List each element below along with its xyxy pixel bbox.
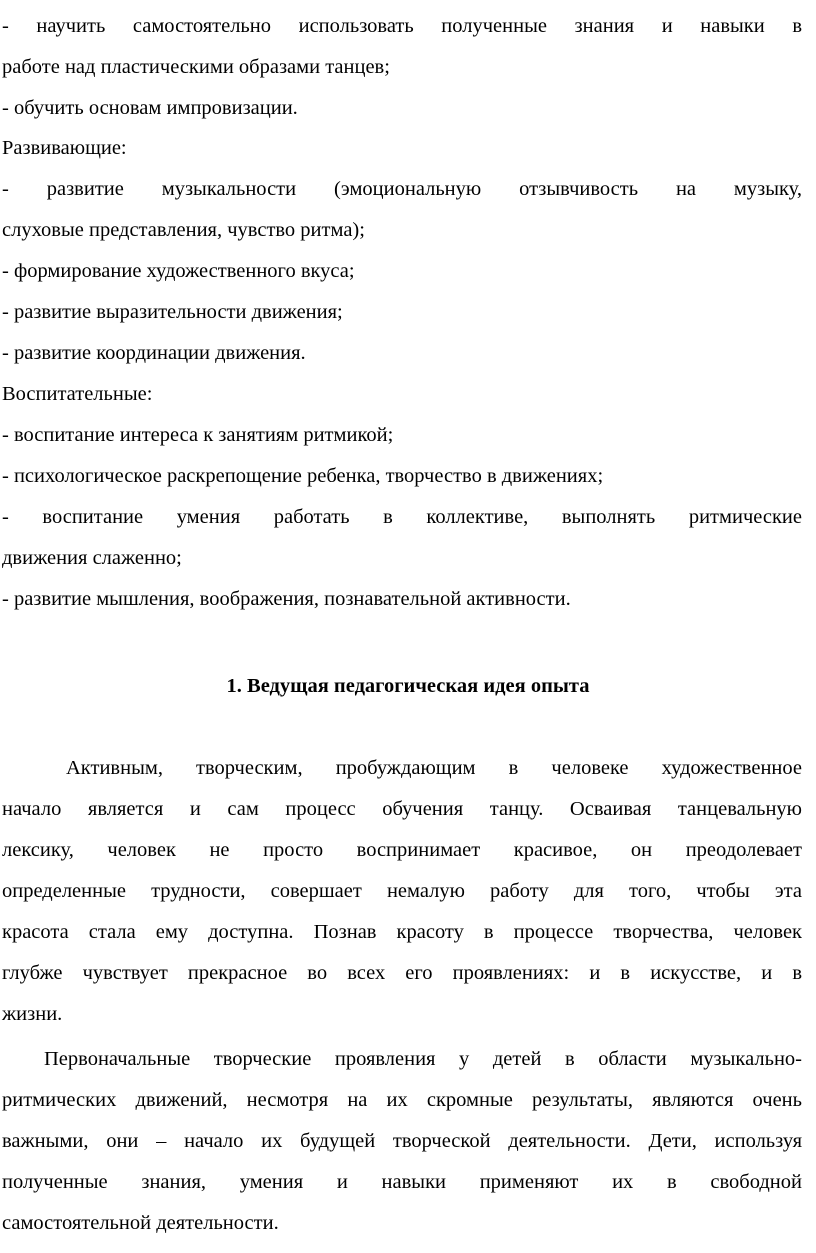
- paragraph-line: красота стала ему доступна. Познав красоту в процессе творчества, человек: [2, 921, 802, 943]
- paragraph-line: Первоначальные творческие проявления у детей в области музыкально-: [44, 1048, 802, 1070]
- list-line: - развитие координации движения.: [2, 342, 306, 364]
- list-line: - формирование художественного вкуса;: [2, 260, 355, 282]
- list-line: слуховые представления, чувство ритма);: [2, 219, 365, 241]
- paragraph-line: самостоятельной деятельности.: [2, 1212, 279, 1234]
- paragraph-line: важными, они – начало их будущей творческой деятельности. Дети, используя: [2, 1130, 802, 1152]
- paragraph-line: глубже чувствует прекрасное во всех его проявлениях: и в искусстве, и в: [2, 962, 802, 984]
- list-line: - воспитание умения работать в коллективе, выполнять ритмические: [2, 506, 802, 528]
- list-line: - научить самостоятельно использовать полученные знания и навыки в: [2, 15, 802, 37]
- section-label-developing: Развивающие:: [2, 137, 127, 159]
- paragraph-line: полученные знания, умения и навыки применяют их в свободной: [2, 1171, 802, 1193]
- list-line: - воспитание интереса к занятиям ритмикой;: [2, 424, 394, 446]
- paragraph-line: определенные трудности, совершает немалую работу для того, чтобы эта: [2, 880, 802, 902]
- section-label-educational: Воспитательные:: [2, 383, 153, 405]
- list-line: - обучить основам импровизации.: [2, 97, 298, 119]
- paragraph-line: Активным, творческим, пробуждающим в человеке художественное: [66, 757, 802, 779]
- list-line: - психологическое раскрепощение ребенка, творчество в движениях;: [2, 465, 604, 487]
- list-line: движения слаженно;: [2, 547, 182, 569]
- paragraph-line: жизни.: [2, 1003, 63, 1025]
- paragraph-line: начало является и сам процесс обучения танцу. Осваивая танцевальную: [2, 798, 802, 820]
- paragraph-line: лексику, человек не просто воспринимает красивое, он преодолевает: [2, 839, 802, 861]
- list-line: - развитие музыкальности (эмоциональную отзывчивость на музыку,: [2, 178, 802, 200]
- section-heading: 1. Ведущая педагогическая идея опыта: [226, 675, 590, 697]
- list-line: - развитие выразительности движения;: [2, 301, 343, 323]
- list-line: - развитие мышления, воображения, познавательной активности.: [2, 588, 571, 610]
- list-line: работе над пластическими образами танцев;: [2, 56, 390, 78]
- paragraph-line: ритмических движений, несмотря на их скромные результаты, являются очень: [2, 1089, 802, 1111]
